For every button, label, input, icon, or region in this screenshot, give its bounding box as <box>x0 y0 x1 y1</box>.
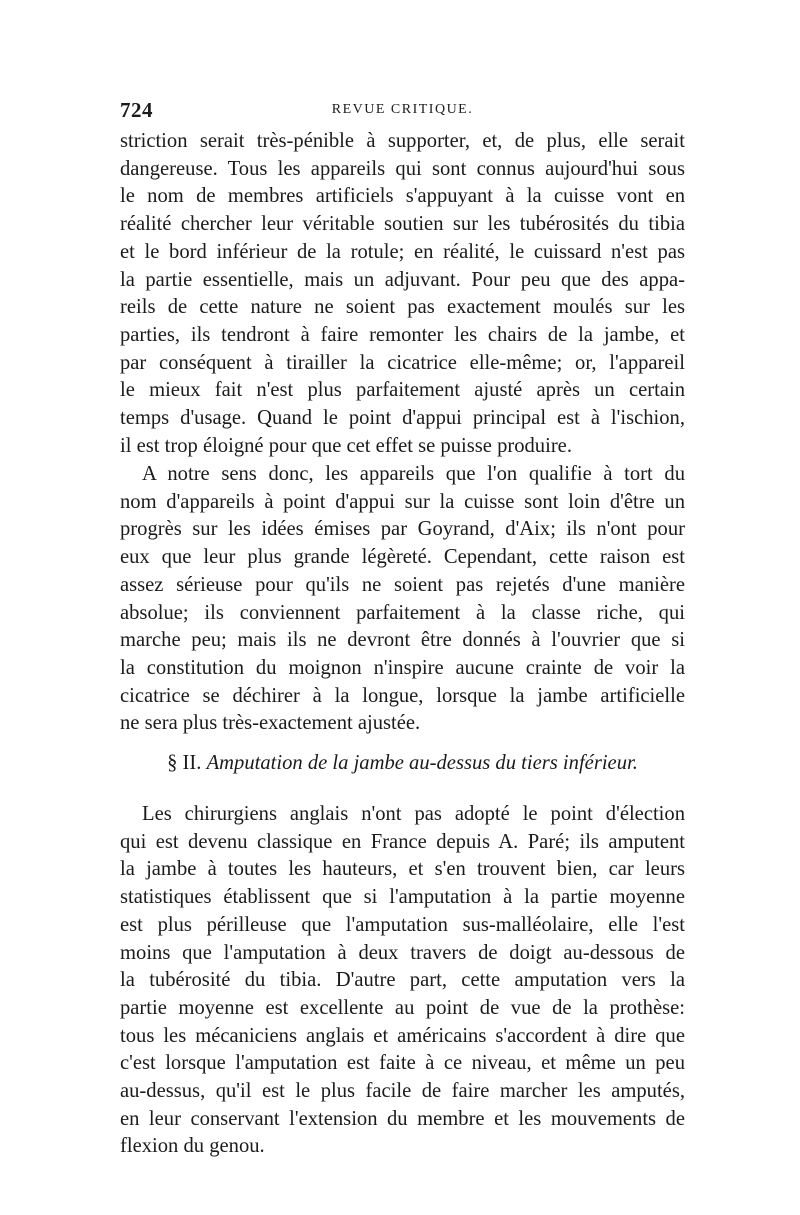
section-number: § II. <box>167 752 202 774</box>
text-line: cicatrice se déchirer à la longue, lorsque la jambe artificielle <box>120 684 685 707</box>
text-line: ne sera plus très-exactement ajustée. <box>120 712 421 735</box>
text-line: Les chirurgiens anglais n'ont pas adopté le point d'élection <box>142 803 685 825</box>
section-heading <box>120 749 685 777</box>
text-line: reils de cette nature ne soient pas exactement moulés sur les <box>120 296 685 319</box>
text-line: dangereuse. Tous les appareils qui sont connus aujourd'hui sous <box>120 157 685 180</box>
text-line: le mieux fait n'est plus parfaitement ajusté après un certain <box>120 379 685 402</box>
text-line: et le bord inférieur de la rotule; en réalité, le cuissard n'est pas <box>120 240 685 263</box>
text-line: le nom de membres artificiels s'appuyant à la cuisse vont en <box>120 185 685 208</box>
text-line: la tubérosité du tibia. D'autre part, cette amputation vers la <box>120 969 685 992</box>
text-line: la constitution du moignon n'inspire aucune crainte de voir la <box>120 656 685 679</box>
text-line: absolue; ils conviennent parfaitement à la classe riche, qui <box>120 601 685 624</box>
text-line: eux que leur plus grande légèreté. Cependant, cette raison est <box>120 546 685 569</box>
text-line: est plus périlleuse que l'amputation sus-malléolaire, elle l'est <box>120 913 685 936</box>
text-line: partie moyenne est excellente au point de vue de la prothèse: <box>120 996 685 1019</box>
paragraph-3 <box>120 801 685 1161</box>
text-line: assez sérieuse pour qu'ils ne soient pas rejetés d'une manière <box>120 573 685 596</box>
text-line: au-dessus, qu'il est le plus facile de faire marcher les amputés, <box>120 1080 685 1103</box>
page-number: 724 <box>120 98 153 122</box>
text-line: moins que l'amputation à deux travers de doigt au-dessous de <box>120 941 685 964</box>
page-header <box>120 98 685 126</box>
text-line: temps d'usage. Quand le point d'appui principal est à l'ischion, <box>120 407 685 430</box>
text-line: en leur conservant l'extension du membre et les mouvements de <box>120 1107 685 1130</box>
text-line: qui est devenu classique en France depuis A. Paré; ils amputent <box>120 830 685 853</box>
text-line: marche peu; mais ils ne devront être donnés à l'ouvrier que si <box>120 629 685 652</box>
text-line: il est trop éloigné pour que cet effet se puisse produire. <box>120 434 572 457</box>
text-line: striction serait très-pénible à supporter, et, de plus, elle serait <box>120 130 685 152</box>
paragraph-2 <box>120 461 685 738</box>
running-head: REVUE CRITIQUE. <box>331 102 474 117</box>
text-line: tous les mécaniciens anglais et américains s'accordent à dire que <box>120 1024 685 1047</box>
text-line: parties, ils tendront à faire remonter les chairs de la jambe, et <box>120 323 685 346</box>
text-line: flexion du genou. <box>120 1135 265 1158</box>
text-line: c'est lorsque l'amputation est faite à ce niveau, et même un peu <box>120 1052 685 1075</box>
text-line: la jambe à toutes les hauteurs, et s'en trouvent bien, car leurs <box>120 858 685 881</box>
text-line: progrès sur les idées émises par Goyrand, d'Aix; ils n'ont pour <box>120 518 685 541</box>
text-line: réalité chercher leur véritable soutien sur les tubérosités du tibia <box>120 213 685 236</box>
paragraph-1 <box>120 128 685 460</box>
text-line: statistiques établissent que si l'amputation à la partie moyenne <box>120 886 685 909</box>
section-title: Amputation de la jambe au-dessus du tiers inférieur. <box>206 752 638 774</box>
text-line: par conséquent à tirailler la cicatrice elle-même; or, l'appareil <box>120 351 685 374</box>
text-line: la partie essentielle, mais un adjuvant. Pour peu que des appa- <box>120 268 685 291</box>
text-line: A notre sens donc, les appareils que l'on qualifie à tort du <box>142 463 685 485</box>
text-line: nom d'appareils à point d'appui sur la cuisse sont loin d'être un <box>120 490 685 513</box>
